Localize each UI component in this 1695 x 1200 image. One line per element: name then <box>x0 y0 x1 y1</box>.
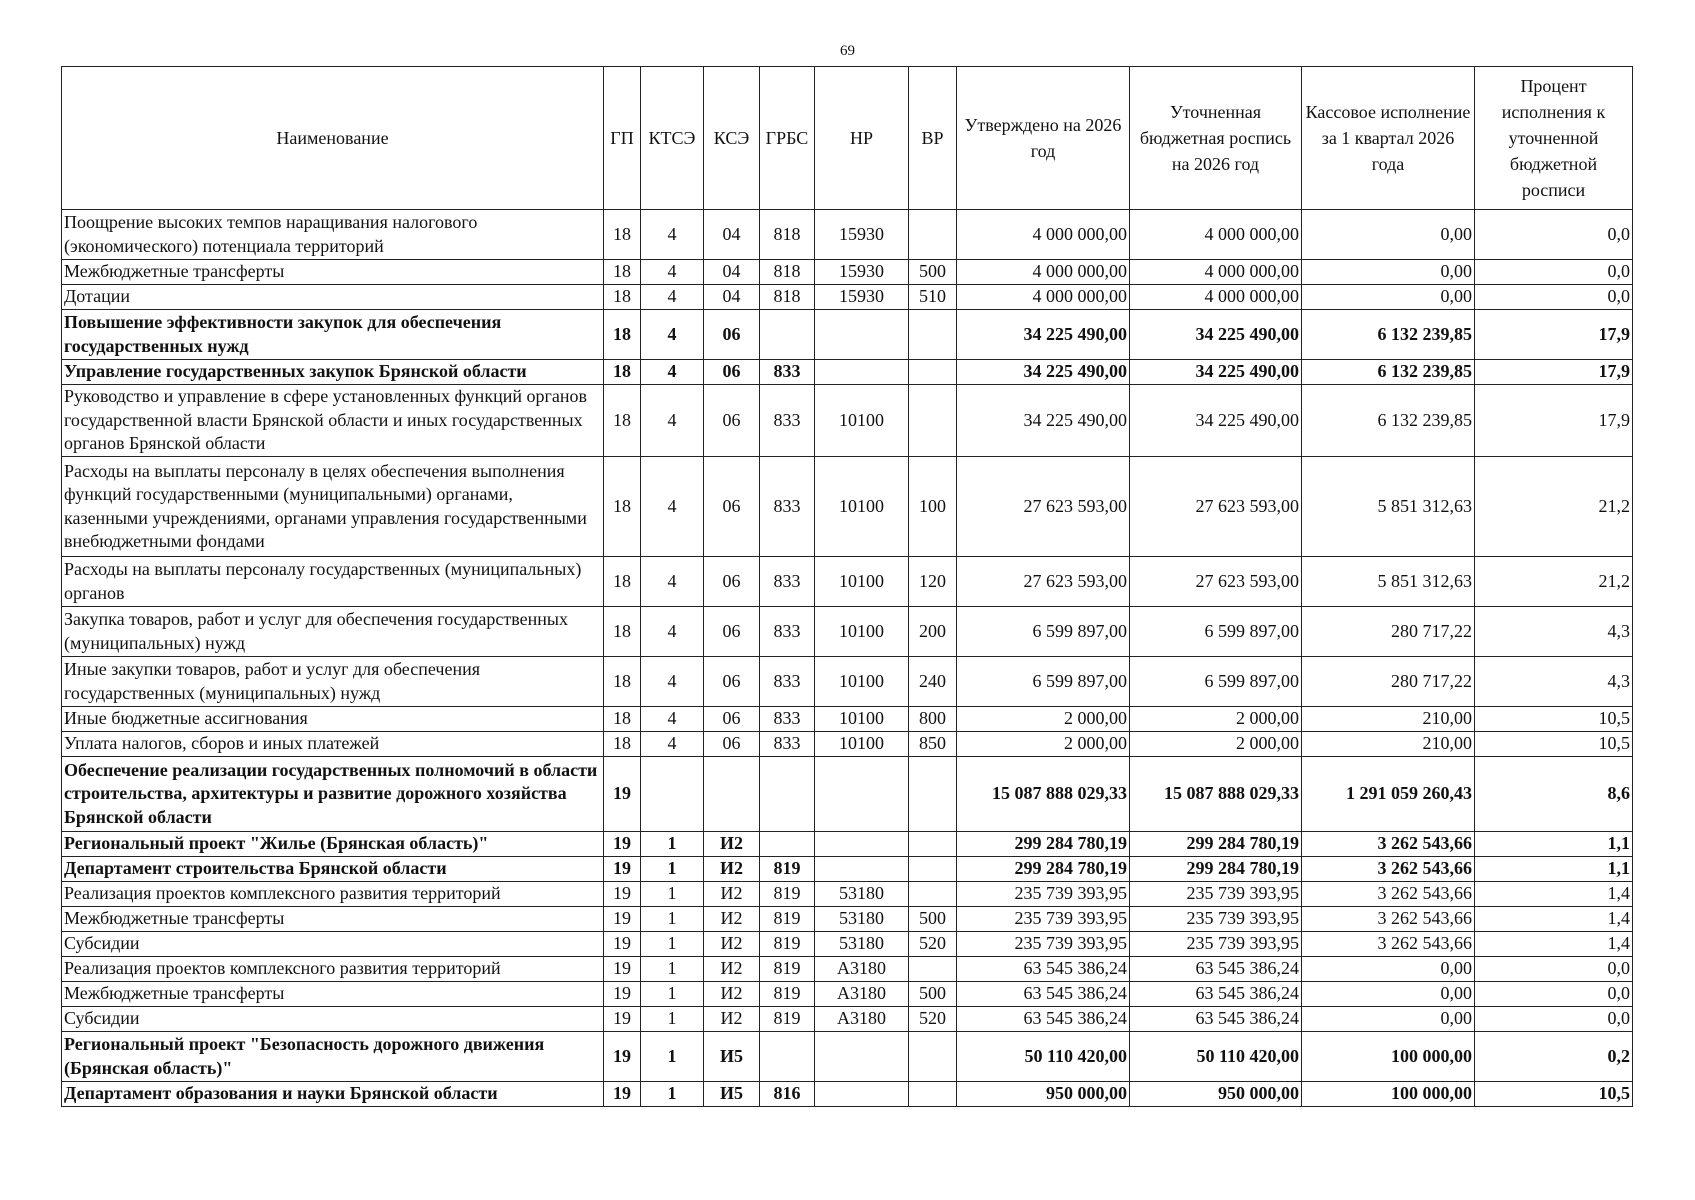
cell-refined: 34 225 490,00 <box>1130 310 1302 360</box>
cell-vr <box>909 385 957 457</box>
cell-vr: 500 <box>909 260 957 285</box>
cell-grbs: 819 <box>760 882 815 907</box>
cell-grbs: 818 <box>760 260 815 285</box>
cell-name: Межбюджетные трансферты <box>62 982 604 1007</box>
cell-percent: 10,5 <box>1475 732 1633 757</box>
cell-vr <box>909 1032 957 1082</box>
cell-ktse: 1 <box>641 907 704 932</box>
cell-name: Расходы на выплаты персоналу в целях обеспечения выполнения функций государственными (муниципальными) органами, казенными учреждениями, органами управления государственными внебюджетными фондами <box>62 457 604 557</box>
cell-approved: 50 110 420,00 <box>957 1032 1130 1082</box>
cell-grbs: 818 <box>760 285 815 310</box>
cell-nr <box>815 832 909 857</box>
cell-nr: 10100 <box>815 385 909 457</box>
cell-kse: И2 <box>704 857 760 882</box>
cell-refined: 235 739 393,95 <box>1130 907 1302 932</box>
cell-grbs: 833 <box>760 732 815 757</box>
cell-name: Реализация проектов комплексного развития территорий <box>62 957 604 982</box>
cell-name: Иные бюджетные ассигнования <box>62 707 604 732</box>
cell-name: Региональный проект "Жилье (Брянская область)" <box>62 832 604 857</box>
cell-refined: 6 599 897,00 <box>1130 657 1302 707</box>
cell-nr <box>815 1082 909 1107</box>
table-row <box>62 260 1633 285</box>
cell-refined: 63 545 386,24 <box>1130 982 1302 1007</box>
cell-kse: 04 <box>704 285 760 310</box>
cell-gp: 19 <box>604 1082 641 1107</box>
cell-percent: 17,9 <box>1475 385 1633 457</box>
cell-approved: 63 545 386,24 <box>957 982 1130 1007</box>
cell-name: Межбюджетные трансферты <box>62 260 604 285</box>
table-row <box>62 882 1633 907</box>
cell-grbs: 833 <box>760 607 815 657</box>
cell-percent: 4,3 <box>1475 657 1633 707</box>
cell-refined: 15 087 888 029,33 <box>1130 757 1302 832</box>
cell-grbs <box>760 1032 815 1082</box>
cell-grbs: 833 <box>760 657 815 707</box>
cell-kse: И2 <box>704 982 760 1007</box>
cell-ktse: 1 <box>641 1007 704 1032</box>
cell-nr: 15930 <box>815 260 909 285</box>
cell-refined: 950 000,00 <box>1130 1082 1302 1107</box>
cell-vr <box>909 832 957 857</box>
cell-nr: 15930 <box>815 210 909 260</box>
cell-approved: 63 545 386,24 <box>957 957 1130 982</box>
cell-cash: 100 000,00 <box>1302 1082 1475 1107</box>
cell-cash: 3 262 543,66 <box>1302 832 1475 857</box>
cell-vr: 120 <box>909 557 957 607</box>
cell-refined: 4 000 000,00 <box>1130 260 1302 285</box>
cell-cash: 3 262 543,66 <box>1302 857 1475 882</box>
cell-grbs <box>760 757 815 832</box>
cell-gp: 19 <box>604 832 641 857</box>
table-row <box>62 1007 1633 1032</box>
cell-vr <box>909 882 957 907</box>
cell-nr: 15930 <box>815 285 909 310</box>
cell-cash: 210,00 <box>1302 732 1475 757</box>
cell-ktse: 4 <box>641 310 704 360</box>
cell-refined: 6 599 897,00 <box>1130 607 1302 657</box>
cell-gp: 19 <box>604 1007 641 1032</box>
cell-approved: 6 599 897,00 <box>957 607 1130 657</box>
cell-cash: 5 851 312,63 <box>1302 557 1475 607</box>
cell-refined: 4 000 000,00 <box>1130 210 1302 260</box>
table-row <box>62 310 1633 360</box>
cell-percent: 8,6 <box>1475 757 1633 832</box>
cell-kse: 06 <box>704 707 760 732</box>
header-ktse: КТСЭ <box>641 67 704 210</box>
cell-ktse: 4 <box>641 707 704 732</box>
cell-nr: 10100 <box>815 732 909 757</box>
cell-cash: 3 262 543,66 <box>1302 882 1475 907</box>
cell-ktse <box>641 757 704 832</box>
cell-name: Департамент строительства Брянской области <box>62 857 604 882</box>
cell-gp: 19 <box>604 757 641 832</box>
cell-ktse: 1 <box>641 882 704 907</box>
cell-ktse: 4 <box>641 385 704 457</box>
cell-ktse: 4 <box>641 457 704 557</box>
cell-refined: 34 225 490,00 <box>1130 385 1302 457</box>
cell-vr: 240 <box>909 657 957 707</box>
table-row <box>62 907 1633 932</box>
table-row <box>62 957 1633 982</box>
cell-grbs: 819 <box>760 907 815 932</box>
table-row <box>62 732 1633 757</box>
cell-gp: 19 <box>604 982 641 1007</box>
cell-gp: 19 <box>604 882 641 907</box>
cell-nr: 53180 <box>815 932 909 957</box>
cell-percent: 0,0 <box>1475 260 1633 285</box>
cell-nr <box>815 1032 909 1082</box>
cell-vr: 520 <box>909 1007 957 1032</box>
cell-percent: 0,0 <box>1475 1007 1633 1032</box>
cell-kse: 06 <box>704 657 760 707</box>
cell-approved: 2 000,00 <box>957 707 1130 732</box>
header-grbs: ГРБС <box>760 67 815 210</box>
cell-nr: А3180 <box>815 1007 909 1032</box>
table-row <box>62 607 1633 657</box>
cell-vr <box>909 757 957 832</box>
cell-kse: 06 <box>704 310 760 360</box>
cell-cash: 3 262 543,66 <box>1302 907 1475 932</box>
cell-kse: 06 <box>704 557 760 607</box>
cell-cash: 210,00 <box>1302 707 1475 732</box>
cell-grbs: 818 <box>760 210 815 260</box>
cell-name: Региональный проект "Безопасность дорожного движения (Брянская область)" <box>62 1032 604 1082</box>
cell-ktse: 4 <box>641 260 704 285</box>
cell-gp: 18 <box>604 707 641 732</box>
cell-name: Расходы на выплаты персоналу государственных (муниципальных) органов <box>62 557 604 607</box>
cell-nr: 10100 <box>815 457 909 557</box>
cell-percent: 4,3 <box>1475 607 1633 657</box>
cell-gp: 18 <box>604 607 641 657</box>
cell-ktse: 1 <box>641 982 704 1007</box>
cell-refined: 27 623 593,00 <box>1130 457 1302 557</box>
table-row <box>62 657 1633 707</box>
cell-cash: 0,00 <box>1302 982 1475 1007</box>
cell-refined: 299 284 780,19 <box>1130 857 1302 882</box>
cell-grbs: 819 <box>760 1007 815 1032</box>
cell-vr <box>909 210 957 260</box>
cell-kse: 06 <box>704 457 760 557</box>
table-row <box>62 757 1633 832</box>
header-vr: ВР <box>909 67 957 210</box>
cell-ktse: 4 <box>641 657 704 707</box>
cell-gp: 18 <box>604 310 641 360</box>
cell-ktse: 4 <box>641 360 704 385</box>
cell-vr <box>909 360 957 385</box>
cell-kse: 06 <box>704 732 760 757</box>
cell-refined: 2 000,00 <box>1130 732 1302 757</box>
cell-gp: 19 <box>604 932 641 957</box>
cell-nr: 53180 <box>815 882 909 907</box>
cell-ktse: 4 <box>641 607 704 657</box>
cell-percent: 10,5 <box>1475 1082 1633 1107</box>
header-execution-percent: Процент исполнения к уточненной бюджетной росписи <box>1475 67 1633 210</box>
cell-ktse: 1 <box>641 832 704 857</box>
cell-ktse: 1 <box>641 957 704 982</box>
cell-cash: 3 262 543,66 <box>1302 932 1475 957</box>
cell-nr: 10100 <box>815 607 909 657</box>
cell-name: Закупка товаров, работ и услуг для обеспечения государственных (муниципальных) нужд <box>62 607 604 657</box>
cell-percent: 0,0 <box>1475 957 1633 982</box>
cell-kse: 04 <box>704 260 760 285</box>
cell-name: Субсидии <box>62 1007 604 1032</box>
cell-gp: 19 <box>604 1032 641 1082</box>
cell-name: Субсидии <box>62 932 604 957</box>
table-row <box>62 832 1633 857</box>
cell-gp: 19 <box>604 857 641 882</box>
cell-vr: 520 <box>909 932 957 957</box>
cell-ktse: 4 <box>641 210 704 260</box>
cell-grbs: 819 <box>760 932 815 957</box>
cell-percent: 17,9 <box>1475 360 1633 385</box>
cell-refined: 4 000 000,00 <box>1130 285 1302 310</box>
cell-approved: 2 000,00 <box>957 732 1130 757</box>
cell-grbs: 833 <box>760 557 815 607</box>
cell-gp: 18 <box>604 260 641 285</box>
cell-approved: 27 623 593,00 <box>957 457 1130 557</box>
cell-approved: 299 284 780,19 <box>957 832 1130 857</box>
cell-nr: 10100 <box>815 707 909 732</box>
cell-vr <box>909 957 957 982</box>
cell-refined: 50 110 420,00 <box>1130 1032 1302 1082</box>
cell-name: Управление государственных закупок Брянской области <box>62 360 604 385</box>
cell-name: Иные закупки товаров, работ и услуг для обеспечения государственных (муниципальных) нужд <box>62 657 604 707</box>
cell-grbs: 819 <box>760 957 815 982</box>
cell-kse: 04 <box>704 210 760 260</box>
cell-refined: 63 545 386,24 <box>1130 1007 1302 1032</box>
cell-gp: 18 <box>604 385 641 457</box>
cell-cash: 280 717,22 <box>1302 607 1475 657</box>
table-row <box>62 557 1633 607</box>
cell-ktse: 4 <box>641 285 704 310</box>
cell-approved: 4 000 000,00 <box>957 260 1130 285</box>
cell-gp: 19 <box>604 957 641 982</box>
cell-percent: 1,4 <box>1475 907 1633 932</box>
cell-grbs: 816 <box>760 1082 815 1107</box>
cell-refined: 235 739 393,95 <box>1130 932 1302 957</box>
cell-kse: И2 <box>704 957 760 982</box>
cell-gp: 18 <box>604 657 641 707</box>
cell-vr <box>909 1082 957 1107</box>
cell-vr <box>909 857 957 882</box>
cell-kse: 06 <box>704 360 760 385</box>
table-row <box>62 210 1633 260</box>
cell-approved: 6 599 897,00 <box>957 657 1130 707</box>
cell-kse: 06 <box>704 607 760 657</box>
cell-percent: 1,1 <box>1475 857 1633 882</box>
cell-nr: 10100 <box>815 557 909 607</box>
cell-refined: 235 739 393,95 <box>1130 882 1302 907</box>
cell-percent: 1,1 <box>1475 832 1633 857</box>
cell-cash: 1 291 059 260,43 <box>1302 757 1475 832</box>
cell-name: Обеспечение реализации государственных полномочий в области строительства, архитектуры и развитие дорожного хозяйства Брянской области <box>62 757 604 832</box>
cell-gp: 18 <box>604 360 641 385</box>
cell-ktse: 4 <box>641 557 704 607</box>
cell-refined: 63 545 386,24 <box>1130 957 1302 982</box>
table-row <box>62 857 1633 882</box>
cell-name: Поощрение высоких темпов наращивания налогового (экономического) потенциала территорий <box>62 210 604 260</box>
cell-kse: И5 <box>704 1082 760 1107</box>
cell-name: Департамент образования и науки Брянской области <box>62 1082 604 1107</box>
cell-name: Уплата налогов, сборов и иных платежей <box>62 732 604 757</box>
cell-approved: 34 225 490,00 <box>957 385 1130 457</box>
table-body <box>62 210 1633 1107</box>
header-approved: Утверждено на 2026 год <box>957 67 1130 210</box>
cell-name: Руководство и управление в сфере установленных функций органов государственной власти Брянской области и иных государственных органов Брянской области <box>62 385 604 457</box>
cell-vr <box>909 310 957 360</box>
cell-ktse: 1 <box>641 857 704 882</box>
cell-nr <box>815 857 909 882</box>
cell-vr: 100 <box>909 457 957 557</box>
cell-nr: А3180 <box>815 982 909 1007</box>
cell-nr <box>815 757 909 832</box>
cell-nr <box>815 310 909 360</box>
cell-grbs: 833 <box>760 385 815 457</box>
table-row <box>62 457 1633 557</box>
cell-percent: 21,2 <box>1475 457 1633 557</box>
cell-nr: 10100 <box>815 657 909 707</box>
cell-percent: 21,2 <box>1475 557 1633 607</box>
cell-approved: 4 000 000,00 <box>957 285 1130 310</box>
cell-cash: 0,00 <box>1302 260 1475 285</box>
cell-name: Межбюджетные трансферты <box>62 907 604 932</box>
cell-approved: 235 739 393,95 <box>957 907 1130 932</box>
table-row <box>62 1032 1633 1082</box>
cell-percent: 0,0 <box>1475 285 1633 310</box>
cell-vr: 500 <box>909 982 957 1007</box>
table-row <box>62 1082 1633 1107</box>
cell-refined: 27 623 593,00 <box>1130 557 1302 607</box>
cell-approved: 63 545 386,24 <box>957 1007 1130 1032</box>
cell-gp: 18 <box>604 732 641 757</box>
cell-percent: 10,5 <box>1475 707 1633 732</box>
page-number: 69 <box>840 43 855 59</box>
cell-cash: 280 717,22 <box>1302 657 1475 707</box>
cell-grbs: 819 <box>760 857 815 882</box>
table-row <box>62 285 1633 310</box>
cell-cash: 0,00 <box>1302 285 1475 310</box>
header-refined-budget: Уточненная бюджетная роспись на 2026 год <box>1130 67 1302 210</box>
cell-grbs <box>760 832 815 857</box>
cell-gp: 19 <box>604 907 641 932</box>
cell-vr: 510 <box>909 285 957 310</box>
cell-kse: И2 <box>704 1007 760 1032</box>
cell-ktse: 1 <box>641 1032 704 1082</box>
table-row <box>62 707 1633 732</box>
table-row <box>62 932 1633 957</box>
cell-gp: 18 <box>604 457 641 557</box>
cell-grbs: 819 <box>760 982 815 1007</box>
header-cash-execution: Кассовое исполнение за 1 квартал 2026 года <box>1302 67 1475 210</box>
cell-approved: 34 225 490,00 <box>957 310 1130 360</box>
cell-kse <box>704 757 760 832</box>
cell-approved: 15 087 888 029,33 <box>957 757 1130 832</box>
cell-ktse: 4 <box>641 732 704 757</box>
cell-kse: И2 <box>704 932 760 957</box>
cell-kse: 06 <box>704 385 760 457</box>
cell-vr: 200 <box>909 607 957 657</box>
cell-cash: 6 132 239,85 <box>1302 360 1475 385</box>
cell-ktse: 1 <box>641 932 704 957</box>
budget-execution-table <box>61 66 1633 1107</box>
cell-refined: 299 284 780,19 <box>1130 832 1302 857</box>
cell-nr: А3180 <box>815 957 909 982</box>
cell-approved: 4 000 000,00 <box>957 210 1130 260</box>
cell-grbs: 833 <box>760 457 815 557</box>
cell-vr: 800 <box>909 707 957 732</box>
cell-gp: 18 <box>604 557 641 607</box>
header-name: Наименование <box>62 67 604 210</box>
table-header-row <box>62 67 1633 210</box>
cell-grbs: 833 <box>760 360 815 385</box>
table-row <box>62 360 1633 385</box>
cell-grbs <box>760 310 815 360</box>
cell-cash: 0,00 <box>1302 1007 1475 1032</box>
cell-grbs: 833 <box>760 707 815 732</box>
cell-cash: 0,00 <box>1302 210 1475 260</box>
cell-kse: И2 <box>704 907 760 932</box>
cell-approved: 950 000,00 <box>957 1082 1130 1107</box>
cell-kse: И5 <box>704 1032 760 1082</box>
cell-name: Дотации <box>62 285 604 310</box>
cell-name: Реализация проектов комплексного развития территорий <box>62 882 604 907</box>
cell-nr <box>815 360 909 385</box>
header-kse: КСЭ <box>704 67 760 210</box>
cell-ktse: 1 <box>641 1082 704 1107</box>
cell-cash: 6 132 239,85 <box>1302 310 1475 360</box>
cell-cash: 100 000,00 <box>1302 1032 1475 1082</box>
cell-percent: 1,4 <box>1475 882 1633 907</box>
table-row <box>62 982 1633 1007</box>
cell-vr: 500 <box>909 907 957 932</box>
table-row <box>62 385 1633 457</box>
cell-percent: 0,0 <box>1475 210 1633 260</box>
cell-refined: 34 225 490,00 <box>1130 360 1302 385</box>
cell-gp: 18 <box>604 210 641 260</box>
cell-kse: И2 <box>704 832 760 857</box>
cell-cash: 0,00 <box>1302 957 1475 982</box>
cell-kse: И2 <box>704 882 760 907</box>
cell-cash: 6 132 239,85 <box>1302 385 1475 457</box>
header-gp: ГП <box>604 67 641 210</box>
header-nr: НР <box>815 67 909 210</box>
cell-vr: 850 <box>909 732 957 757</box>
cell-approved: 235 739 393,95 <box>957 932 1130 957</box>
cell-approved: 27 623 593,00 <box>957 557 1130 607</box>
cell-percent: 1,4 <box>1475 932 1633 957</box>
cell-cash: 5 851 312,63 <box>1302 457 1475 557</box>
cell-percent: 0,0 <box>1475 982 1633 1007</box>
cell-gp: 18 <box>604 285 641 310</box>
cell-approved: 34 225 490,00 <box>957 360 1130 385</box>
cell-refined: 2 000,00 <box>1130 707 1302 732</box>
cell-approved: 235 739 393,95 <box>957 882 1130 907</box>
cell-percent: 0,2 <box>1475 1032 1633 1082</box>
cell-percent: 17,9 <box>1475 310 1633 360</box>
cell-approved: 299 284 780,19 <box>957 857 1130 882</box>
cell-nr: 53180 <box>815 907 909 932</box>
cell-name: Повышение эффективности закупок для обеспечения государственных нужд <box>62 310 604 360</box>
